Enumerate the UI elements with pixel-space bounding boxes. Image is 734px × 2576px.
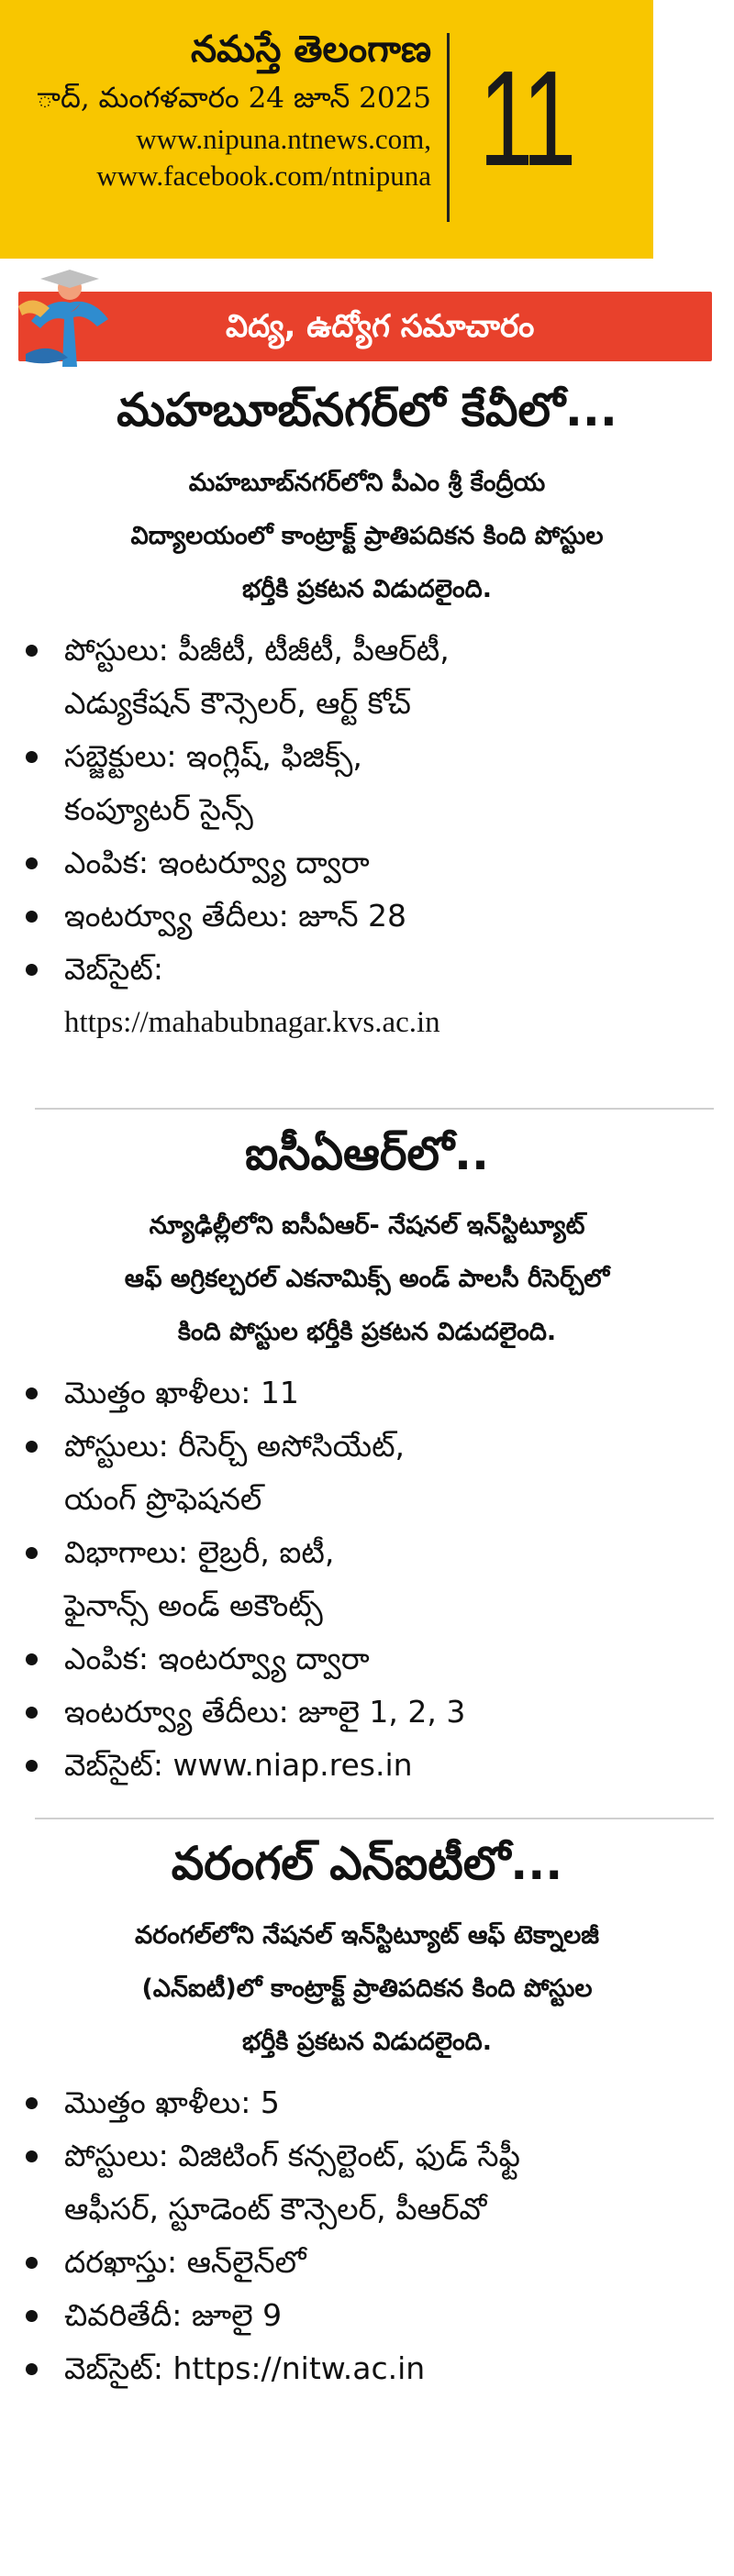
newspaper-name: నమస్తే తెలంగాణ <box>190 28 431 71</box>
masthead <box>0 0 653 259</box>
list-item <box>0 2129 734 2236</box>
bullet-icon <box>26 2363 38 2375</box>
list-item-text: విభాగాలు: లైబ్రరీ, ఐటీ, <box>64 1534 335 1570</box>
bullet-icon <box>26 751 38 763</box>
intro-line: విద్యాలయంలో కాంట్రాక్ట్ ప్రాతిపదికన కింది పోస్టుల <box>130 522 604 550</box>
article-nit-warangal <box>0 1825 734 2395</box>
category-label: విద్య, ఉద్యోగ సమాచారం <box>226 308 535 345</box>
article-intro <box>0 1909 734 2069</box>
list-item <box>0 624 734 730</box>
intro-line: భర్తీకి ప్రకటన విడుదలైంది. <box>242 575 492 603</box>
bullet-icon <box>26 911 38 923</box>
article-icar <box>0 1115 734 1792</box>
category-banner <box>0 266 734 376</box>
list-item <box>0 943 734 1049</box>
website-link[interactable]: www.nipuna.ntnews.com, <box>136 123 431 155</box>
article-title: ఐసీఏఆర్‌లో.. <box>245 1127 489 1180</box>
section-divider <box>35 1818 714 1819</box>
list-item-text: ఫైనాన్స్ అండ్ అకౌంట్స్ <box>64 1587 323 1623</box>
list-item <box>0 1686 734 1739</box>
list-item-text: దరఖాస్తు: ఆన్‌లైన్‌లో <box>64 2244 306 2280</box>
page-number: 11 <box>479 43 573 194</box>
list-item <box>0 2076 734 2129</box>
bullet-icon <box>26 1653 38 1665</box>
graduate-logo-icon <box>13 266 114 374</box>
list-item-text: చివరితేదీ: జూలై 9 <box>64 2297 283 2333</box>
list-item-text: ఎడ్యుకేషన్ కౌన్సెలర్, ఆర్ట్ కోచ్ <box>64 685 411 721</box>
details-list <box>0 2076 734 2395</box>
list-item <box>0 2289 734 2342</box>
bullet-icon <box>26 2257 38 2269</box>
list-item-text: ఎంపిక: ఇంటర్వ్యూ ద్వారా <box>64 1641 370 1676</box>
list-item <box>0 1366 734 1420</box>
intro-line: (ఎన్ఐటీ)లో కాంట్రాక్ట్ ప్రాతిపదికన కింది పోస్టుల <box>141 1974 593 2003</box>
intro-line: కింది పోస్టుల భర్తీకి ప్రకటన విడుదలైంది. <box>177 1318 557 1346</box>
list-item-text: పోస్టులు: విజిటింగ్ కన్సల్టెంట్, ఫుడ్ సేఫ్టీ <box>64 2138 521 2173</box>
list-item <box>0 1739 734 1792</box>
website-link[interactable]: వెబ్‌సైట్: www.niap.res.in <box>64 1747 413 1783</box>
website-link[interactable]: వెబ్‌సైట్: https://nitw.ac.in <box>64 2350 426 2386</box>
edition-date: ాద్, మంగళవారం 24 జూన్ 2025 <box>36 82 431 115</box>
list-item-text: పోస్టులు: పీజీటీ, టీజీటీ, పీఆర్‌టీ, <box>64 632 450 668</box>
list-item-text: పోస్టులు: రీసెర్చ్ అసోసియేట్, <box>64 1428 406 1464</box>
article-title: వరంగల్ ఎన్ఐటీలో... <box>171 1837 563 1890</box>
article-kv-mahabubnagar <box>0 370 734 1049</box>
bullet-icon <box>26 1388 38 1399</box>
intro-line: భర్తీకి ప్రకటన విడుదలైంది. <box>242 2028 492 2056</box>
list-item-text: కంప్యూటర్ సైన్స్ <box>64 791 253 827</box>
list-item-text: ఇంటర్వ్యూ తేదీలు: జూలై 1, 2, 3 <box>64 1694 466 1730</box>
list-item <box>0 890 734 943</box>
list-item <box>0 2342 734 2395</box>
details-list <box>0 624 734 1049</box>
list-item <box>0 836 734 890</box>
intro-line: మహబూబ్‌నగర్‌లోని పీఎం శ్రీ కేంద్రీయ <box>188 469 546 497</box>
bullet-icon <box>26 645 38 657</box>
list-item-text: ఇంటర్వ్యూ తేదీలు: జూన్ 28 <box>64 898 406 934</box>
bullet-icon <box>26 2310 38 2322</box>
bullet-icon <box>26 2150 38 2162</box>
article-intro <box>0 457 734 616</box>
masthead-divider <box>447 33 450 222</box>
intro-line: వరంగల్‌లోని నేషనల్ ఇన్‌స్టిట్యూట్ ఆఫ్ టెక్నాలజీ <box>134 1921 600 1950</box>
bullet-icon <box>26 857 38 869</box>
masthead-info <box>37 24 431 194</box>
list-item-text: ఎంపిక: ఇంటర్వ్యూ ద్వారా <box>64 845 370 880</box>
bullet-icon <box>26 1760 38 1772</box>
website-link[interactable]: https://mahabubnagar.kvs.ac.in <box>64 1006 440 1039</box>
list-item-text: మొత్తం ఖాళీలు: 5 <box>64 2084 280 2120</box>
bullet-icon <box>26 1441 38 1453</box>
article-title: మహబూబ్‌నగర్‌లో కేవీలో... <box>117 383 617 437</box>
list-item <box>0 1632 734 1686</box>
details-list <box>0 1366 734 1792</box>
list-item-text: ఆఫీసర్, స్టూడెంట్ కౌన్సెలర్, పీఆర్‌వో <box>64 2191 487 2227</box>
list-item-text: సబ్జెక్టులు: ఇంగ్లిష్, ఫిజిక్స్, <box>64 738 362 774</box>
intro-line: ఆఫ్ అగ్రికల్చరల్ ఎకనామిక్స్ అండ్ పాలసీ రీసెర్చ్‌లో <box>124 1265 610 1293</box>
list-item-text: యంగ్ ప్రొఫెషనల్ <box>64 1481 262 1517</box>
list-item-text: వెబ్‌సైట్: <box>64 951 163 987</box>
list-item <box>0 1526 734 1632</box>
bullet-icon <box>26 964 38 976</box>
facebook-link[interactable]: www.facebook.com/ntnipuna <box>96 160 431 192</box>
list-item <box>0 730 734 836</box>
category-bar <box>18 292 712 361</box>
list-item <box>0 1420 734 1526</box>
list-item-text: మొత్తం ఖాళీలు: 11 <box>64 1375 299 1410</box>
list-item <box>0 2236 734 2289</box>
intro-line: న్యూఢిల్లీలోని ఐసీఏఆర్- నేషనల్ ఇన్‌స్టిట్యూట్ <box>149 1211 585 1240</box>
bullet-icon <box>26 1707 38 1719</box>
bullet-icon <box>26 2097 38 2109</box>
bullet-icon <box>26 1547 38 1559</box>
section-divider <box>35 1108 714 1110</box>
article-intro <box>0 1200 734 1359</box>
